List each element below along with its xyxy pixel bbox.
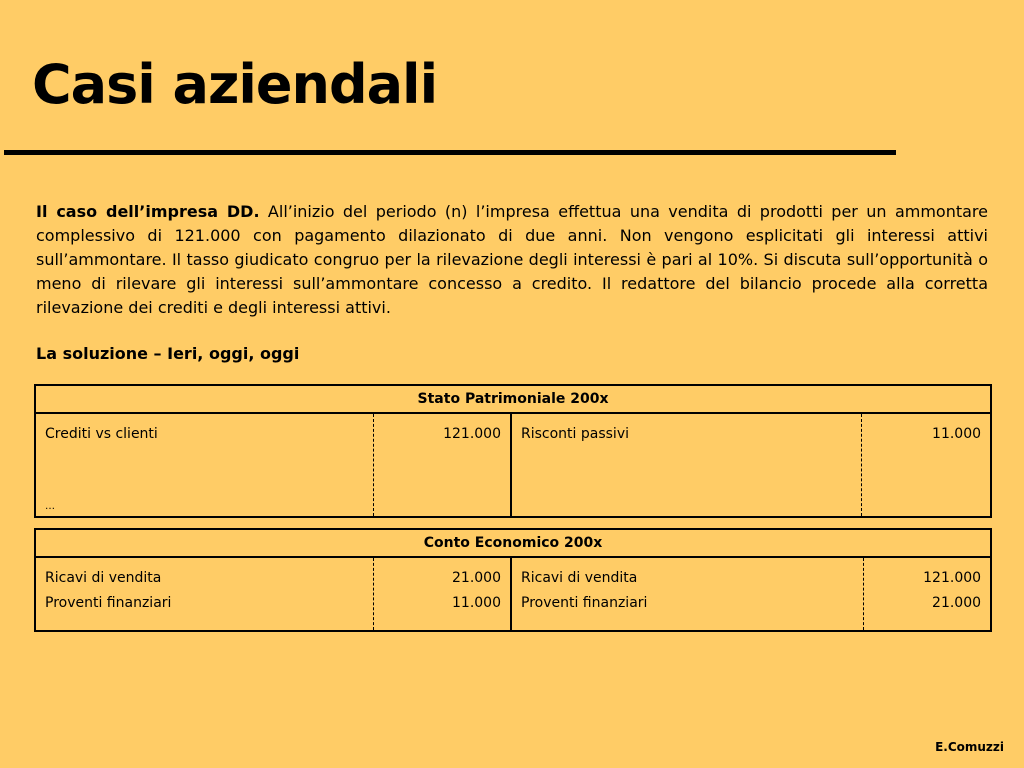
ce-right-label: Proventi finanziari [521, 595, 648, 611]
ce-left-value: 11.000 [452, 595, 501, 611]
ce-right-labels [511, 557, 863, 631]
table-row [35, 413, 991, 517]
conto-economico-table [34, 528, 992, 632]
table-row [35, 557, 991, 631]
solution-heading: La soluzione – Ieri, oggi, oggi [36, 344, 300, 363]
ce-left-values [373, 557, 511, 631]
ce-left-value: 21.000 [452, 570, 501, 586]
stato-patrimoniale-table [34, 384, 992, 518]
sp-left-ellipsis: … [45, 501, 55, 512]
sp-left-label: Crediti vs clienti [45, 426, 158, 442]
conto-economico-header: Conto Economico 200x [35, 529, 991, 557]
slide-title: Casi aziendali [32, 53, 438, 116]
case-lead: Il caso dell’impresa DD. [36, 202, 260, 221]
ce-right-value: 21.000 [932, 595, 982, 611]
title-underline [4, 150, 896, 155]
sp-left-value: 121.000 [373, 413, 511, 517]
ce-right-value: 121.000 [923, 570, 982, 586]
ce-left-labels [35, 557, 373, 631]
case-paragraph [36, 200, 988, 320]
slide-body [36, 200, 988, 366]
sp-right-label: Risconti passivi [511, 413, 861, 517]
author-footer: E.Comuzzi [935, 740, 1004, 754]
ce-right-values [863, 557, 991, 631]
sp-left-label-cell [35, 413, 373, 517]
ce-left-label: Ricavi di vendita [45, 570, 162, 586]
ce-right-label: Ricavi di vendita [521, 570, 638, 586]
case-text: All’inizio del periodo (n) l’impresa effettua una vendita di prodotti per un ammontare complessivo di 121.000 con pagamento dilazionato di due anni. Non vengono esplicitati gli interessi attivi sull’ammontare. Il tasso giudicato congruo per la rilevazione degli interessi è pari al 10%. Si discuta sull’opportunità o meno di rilevare gli interessi sull’ammontare concesso a credito. Il redattore del bilancio procede alla corretta rilevazione dei crediti e degli interessi attivi. [36, 202, 988, 317]
sp-right-value: 11.000 [861, 413, 991, 517]
stato-patrimoniale-header: Stato Patrimoniale 200x [35, 385, 991, 413]
ce-left-label: Proventi finanziari [45, 595, 172, 611]
